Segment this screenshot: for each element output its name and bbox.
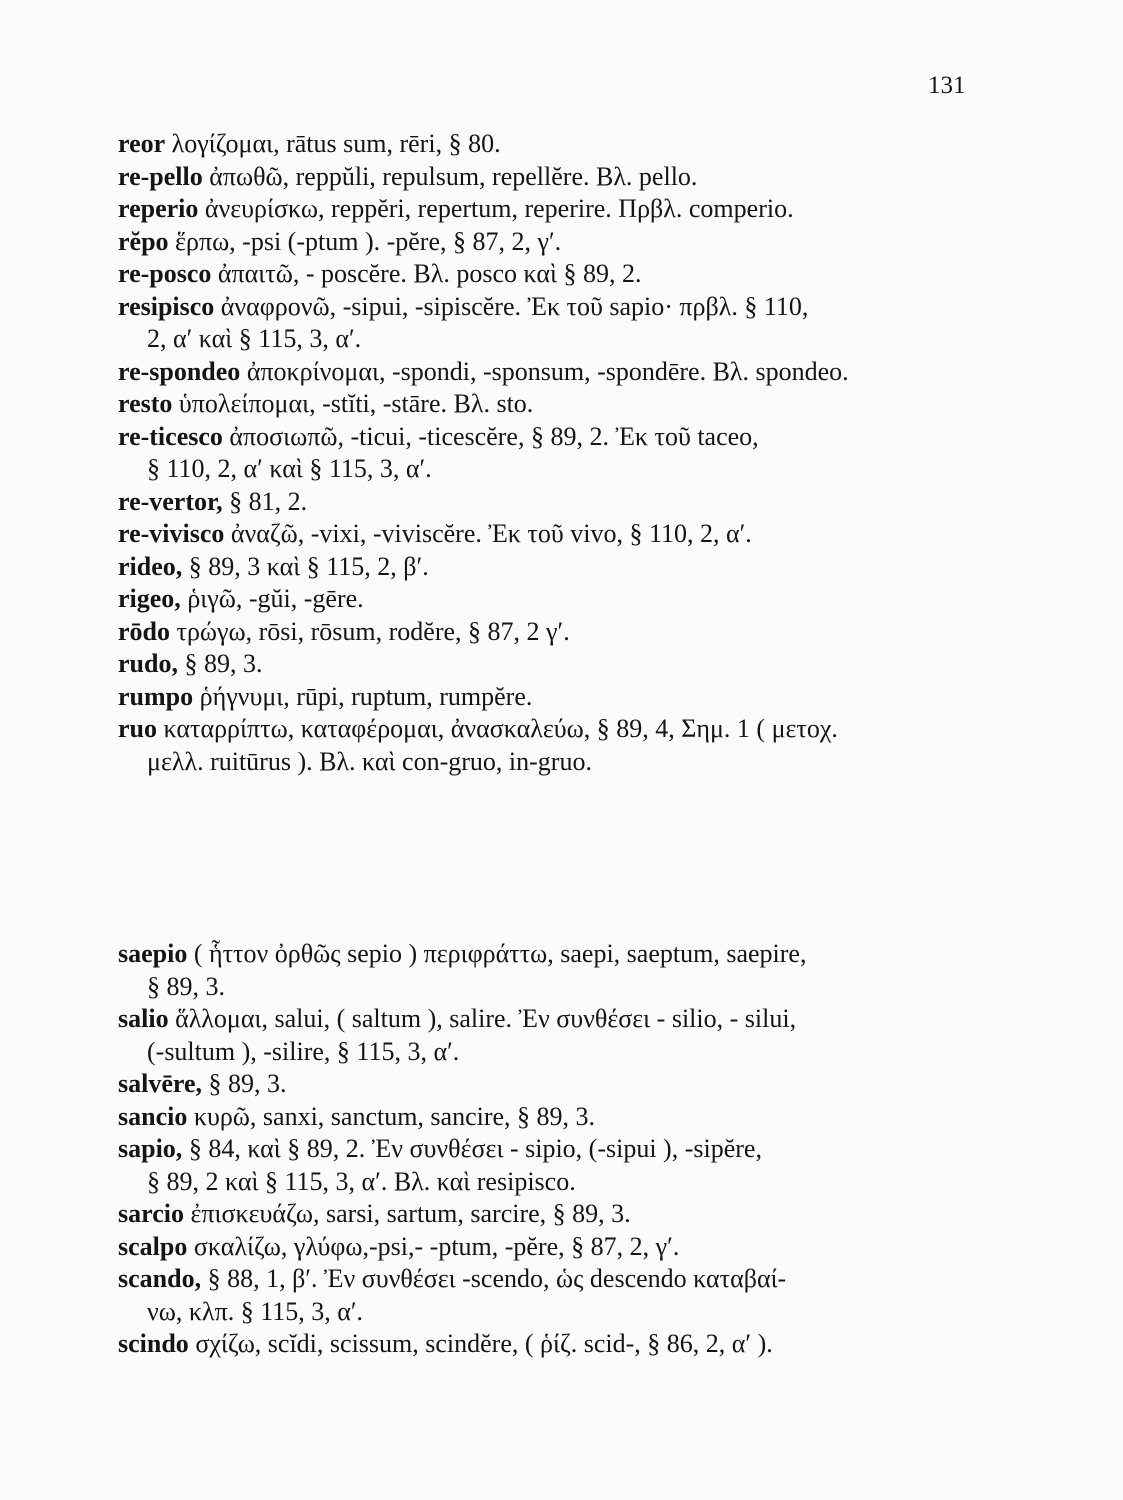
dictionary-entry: [118, 583, 968, 616]
dictionary-entry: [118, 193, 968, 226]
dictionary-entry: [118, 161, 968, 194]
entry-first-line: [118, 388, 968, 421]
entry-text: ἀπωθῶ, reppŭli, repulsum, repellĕre. Βλ. pello.: [202, 161, 698, 191]
entry-first-line: [118, 1003, 968, 1036]
dictionary-entry: [118, 128, 968, 161]
entry-headword: resto: [118, 389, 173, 418]
entry-continuation-line: [118, 971, 968, 1004]
entry-headword: re-posco: [118, 259, 212, 288]
entry-text: νω, κλπ. § 115, 3, α′.: [147, 1296, 364, 1326]
entry-headword: scalpo: [118, 1231, 188, 1261]
entries-r: [118, 128, 968, 778]
dictionary-entry: [118, 648, 968, 681]
entry-text: ἀποκρίνομαι, -spondi, -sponsum, -spondēre. Βλ. spondeo.: [240, 356, 849, 386]
entry-headword: re-vivisco: [118, 519, 225, 548]
entry-text: ἀποσιωπῶ, -ticui, -ticescĕre, § 89, 2. Ἐκ τοῦ taceo,: [222, 421, 759, 451]
entry-text: § 84, καὶ § 89, 2. Ἐν συνθέσει - sipio, (-sipui ), -sipĕre,: [182, 1134, 762, 1163]
entry-text: καταρρίπτω, καταφέρομαι, ἀνασκαλεύω, § 89, 4, Σημ. 1 ( μετοχ.: [157, 714, 838, 743]
entry-text: ῥιγῶ, -gŭi, -gēre.: [180, 584, 364, 613]
entry-text: § 89, 2 καὶ § 115, 3, α′. Βλ. καὶ resipisco.: [147, 1166, 576, 1196]
entry-first-line: [118, 486, 968, 519]
dictionary-entry: [118, 938, 968, 1003]
entry-headword: rĕpo: [118, 226, 169, 256]
dictionary-entry: [118, 1198, 968, 1231]
entry-text: ἀναζῶ, -vixi, -viviscĕre. Ἐκ τοῦ vivo, § 110, 2, α′.: [224, 519, 752, 548]
entry-headword: salvēre,: [118, 1069, 202, 1098]
entry-continuation-line: [118, 1166, 968, 1199]
entry-first-line: [118, 648, 968, 681]
entry-first-line: [118, 1101, 968, 1134]
dictionary-entry: [118, 486, 968, 519]
entry-first-line: [118, 356, 968, 389]
entry-text: ἐπισκευάζω, sarsi, sartum, sarcire, § 89, 3.: [183, 1199, 631, 1228]
dictionary-entry: [118, 291, 968, 356]
entry-first-line: [118, 713, 968, 746]
dictionary-entry: [118, 713, 968, 778]
entry-headword: salio: [118, 1004, 169, 1033]
entry-text: ἀνευρίσκω, reppĕri, repertum, reperire. Πρβλ. comperio.: [198, 194, 794, 223]
dictionary-entry: [118, 421, 968, 486]
entry-text: § 89, 3.: [177, 649, 263, 678]
entry-headword: rideo,: [118, 551, 183, 581]
entry-continuation-line: [118, 1296, 968, 1329]
entry-text: κυρῶ, sanxi, sanctum, sancire, § 89, 3.: [187, 1101, 596, 1131]
entry-first-line: [118, 1263, 968, 1296]
entry-continuation-line: [118, 746, 968, 779]
dictionary-entry: [118, 681, 968, 714]
entry-first-line: [118, 128, 968, 161]
entry-text: τρώγω, rōsi, rōsum, rodĕre, § 87, 2 γ′.: [170, 616, 570, 646]
entry-first-line: [118, 1328, 968, 1361]
entry-text: ῥήγνυμι, rūpi, ruptum, rumpĕre.: [193, 681, 533, 711]
entry-first-line: [118, 291, 968, 324]
entry-text: § 110, 2, α′ καὶ § 115, 3, α′.: [147, 454, 432, 483]
entry-headword: scindo: [118, 1329, 189, 1358]
entry-headword: re-spondeo: [118, 356, 241, 386]
entry-text: ἅλλομαι, salui, ( saltum ), salire. Ἐν συνθέσει - silio, - silui,: [168, 1004, 797, 1033]
entry-first-line: [118, 1068, 968, 1101]
entry-headword: re-pello: [118, 161, 203, 191]
entries-s: [118, 938, 968, 1361]
entry-headword: rumpo: [118, 681, 194, 711]
dictionary-entry: [118, 616, 968, 649]
entry-text: λογίζομαι, rātus sum, rēri, § 80.: [165, 129, 501, 158]
entry-text: σκαλίζω, γλύφω,-psi,- -ptum, -pĕre, § 87, 2, γ′.: [187, 1231, 680, 1261]
entry-first-line: [118, 518, 968, 551]
dictionary-entry: [118, 1101, 968, 1134]
entry-text: ἕρπω, -psi (-ptum ). -pĕre, § 87, 2, γ′.: [168, 226, 562, 256]
entry-headword: resipisco: [118, 291, 215, 321]
entry-text: § 88, 1, β′. Ἐν συνθέσει -scendo, ὡς descendo καταβαί-: [201, 1264, 787, 1293]
dictionary-entry: [118, 1133, 968, 1198]
entry-text: ἀπαιτῶ, - poscĕre. Βλ. posco καὶ § 89, 2.: [211, 259, 642, 288]
entry-text: ( ἧττον ὀρθῶς sepio ) περιφράττω, saepi, saeptum, saepire,: [187, 939, 807, 968]
entry-first-line: [118, 938, 968, 971]
entry-first-line: [118, 1198, 968, 1231]
entry-headword: rudo,: [118, 649, 178, 678]
entry-headword: sancio: [118, 1101, 188, 1131]
entry-headword: reperio: [118, 194, 199, 223]
dictionary-entry: [118, 518, 968, 551]
entry-text: μελλ. ruitūrus ). Βλ. καὶ con-gruo, in-gruo.: [147, 746, 592, 776]
dictionary-entry: [118, 356, 968, 389]
entry-first-line: [118, 1133, 968, 1166]
dictionary-entry: [118, 1328, 968, 1361]
entry-headword: re-ticesco: [118, 421, 223, 451]
entry-first-line: [118, 616, 968, 649]
dictionary-entry: [118, 1003, 968, 1068]
dictionary-entry: [118, 388, 968, 421]
entry-text: ὑπολείπομαι, -stĭti, -stāre. Βλ. sto.: [172, 389, 534, 418]
dictionary-entry: [118, 1068, 968, 1101]
entry-text: § 81, 2.: [222, 486, 308, 516]
entry-continuation-line: [118, 453, 968, 486]
entry-text: § 89, 3.: [202, 1069, 287, 1098]
entry-headword: saepio: [118, 939, 188, 968]
entry-headword: rigeo,: [118, 584, 181, 613]
entry-headword: scando,: [118, 1264, 202, 1293]
dictionary-entry: [118, 1263, 968, 1328]
entry-text: σχίζω, scĭdi, scissum, scindĕre, ( ῥίζ. scid-, § 86, 2, α′ ).: [188, 1329, 773, 1358]
entry-headword: reor: [118, 129, 166, 158]
entry-text: 2, α′ καὶ § 115, 3, α′.: [147, 324, 362, 353]
entry-first-line: [118, 226, 968, 259]
entry-headword: re-vertor,: [118, 486, 223, 516]
entry-first-line: [118, 681, 968, 714]
entry-text: § 89, 3 καὶ § 115, 2, β′.: [182, 551, 429, 581]
entry-headword: rōdo: [118, 616, 170, 646]
entry-text: (-sultum ), -silire, § 115, 3, α′.: [147, 1036, 460, 1066]
entry-headword: ruo: [118, 714, 157, 743]
entry-headword: sarcio: [118, 1199, 184, 1228]
entry-first-line: [118, 258, 968, 291]
entry-continuation-line: [118, 323, 968, 356]
entry-continuation-line: [118, 1036, 968, 1069]
entry-first-line: [118, 583, 968, 616]
entry-first-line: [118, 193, 968, 226]
dictionary-entry: [118, 226, 968, 259]
dictionary-entry: [118, 551, 968, 584]
dictionary-entry: [118, 1231, 968, 1264]
entry-first-line: [118, 551, 968, 584]
entry-first-line: [118, 421, 968, 454]
page-number: 131: [928, 72, 966, 99]
dictionary-entry: [118, 258, 968, 291]
entry-first-line: [118, 161, 968, 194]
entry-text: ἀναφρονῶ, -sipui, -sipiscĕre. Ἐκ τοῦ sapio· πρβλ. § 110,: [214, 291, 809, 321]
entry-headword: sapio,: [118, 1134, 183, 1163]
entry-first-line: [118, 1231, 968, 1264]
entry-text: § 89, 3.: [147, 971, 225, 1001]
